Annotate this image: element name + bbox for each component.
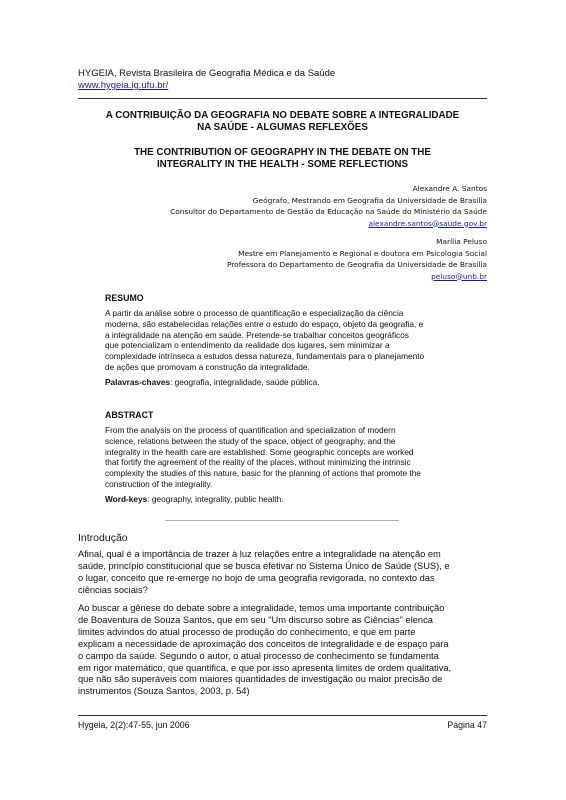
keywords-label: Word-keys (105, 494, 148, 504)
text-line: limites advindos do atual processo de produção do conhecimento, e que em parte (78, 626, 416, 637)
author-block (227, 236, 487, 282)
text-line: ciências sociais? (78, 584, 148, 595)
text-line: de Boaventura de Souza Santos, que em seu "Um discurso sobre as Ciências" elenca (78, 614, 433, 625)
text-line: instrumentos (Souza Santos, 2003, p. 54) (78, 686, 250, 697)
author-affiliation: Mestre em Planejamento e Regional e doutora em Psicologia Social (238, 248, 487, 258)
title-en (90, 147, 475, 171)
footer-citation: Hygeia, 2(2):47-55, jun 2006 (78, 720, 190, 730)
title-pt (90, 110, 475, 134)
author-block (170, 183, 487, 229)
text-line: complexity the studies of this nature, basic for the planning of actions that promote the (105, 468, 421, 479)
text-line: o campo da saúde. Segundo o autor, o atual processo de conhecimento se fundamenta (78, 650, 439, 661)
footer-rule (78, 715, 487, 716)
author-email-link[interactable]: alexandre.santos@saude.gov.br (368, 218, 487, 228)
page-footer (78, 720, 487, 730)
journal-url-link[interactable]: www.hygeia.ig.ufu.br/ (78, 80, 169, 91)
abstract-heading: ABSTRACT (105, 410, 154, 420)
resumo-keywords (105, 377, 320, 388)
intro-paragraph-1 (78, 549, 487, 597)
title-en-line: INTEGRALITY IN THE HEALTH - SOME REFLECTIONS (156, 159, 409, 170)
abstract-text (105, 425, 461, 490)
resumo-text (105, 308, 461, 373)
text-line: saúde, princípio constitucional que se busca efetivar no Sistema Único de Saúde (SUS), e (78, 560, 450, 571)
title-pt-line: NA SAÚDE - ALGUMAS REFLEXÕES (197, 122, 368, 133)
text-line: que potencializam o entendimento da realidade dos lugares, sem minimizar a (105, 340, 390, 351)
text-line: Afinal, qual é a importância de trazer à luz relações entre a integralidade na atenção em (78, 549, 441, 559)
journal-header (78, 68, 335, 92)
text-line: Ao buscar a gênese do debate sobre a integralidade, temos uma importante contribuição (78, 603, 445, 613)
author-affiliation: Consultor do Departamento de Gestão da Educação na Saúde do Ministério da Saúde (170, 207, 487, 216)
intro-heading: Introdução (78, 532, 128, 544)
text-line: em rigor matemático, que quantifica, e que por isso apresenta limites de ordem qualitativa, (78, 662, 452, 673)
text-line: que não são superáveis com maiores quantidades de investigação ou maior precisão de (78, 674, 443, 685)
text-line: science, relations between the study of the space, object of geography, and the (105, 435, 396, 446)
keywords-value: : geografia, integralidade, saúde pública. (170, 377, 320, 387)
resumo-heading: RESUMO (105, 293, 144, 303)
title-en-line: THE CONTRIBUTION OF GEOGRAPHY IN THE DEBATE ON THE (134, 147, 431, 158)
header-rule (78, 98, 487, 99)
text-line: moderna, são estabelecidas relações entre o estudo do espaço, objeto da geografia, e (105, 318, 424, 329)
title-pt-line: A CONTRIBUIÇÃO DA GEOGRAFIA NO DEBATE SOBRE A INTEGRALIDADE (105, 110, 460, 121)
page-number: Página 47 (447, 720, 487, 730)
text-line: integrality in the health care are established. Some geographic concepts are worked (105, 446, 414, 457)
text-line: de ações que promovam a construção da integralidade. (105, 361, 310, 372)
author-affiliation: Professora do Departamento de Geografia da Universidade de Brasília (226, 260, 487, 269)
text-line: complexidade intrínseca a estudos dessa natureza, fundamentais para o planejamento (105, 351, 425, 362)
keywords-label: Palavras-chaves (105, 377, 171, 387)
author-name: Marília Peluso (436, 237, 487, 246)
author-affiliation: Geógrafo, Mestrando em Geografia da Universidade de Brasília (252, 195, 487, 205)
abstract-keywords (105, 494, 284, 505)
journal-name: HYGEIA, Revista Brasileira de Geografia Médica e da Saúde (78, 68, 336, 79)
text-line: o lugar, conceito que re-emerge no bojo de uma geografia revigorada, no contexto das (78, 572, 435, 583)
text-line: a integralidade na atenção em saúde. Pretende-se trabalhar conceitos geográficos (105, 329, 409, 340)
text-line: that fortify the agreement of the reality of the places, without minimizing the intrinsic (105, 457, 411, 468)
author-name: Alexandre A. Santos (412, 184, 487, 193)
text-line: explicam a necessidade de aproximação dos conceitos de integralidade e de espaço para (78, 638, 449, 649)
author-email-link[interactable]: peluso@unb.br (431, 271, 487, 281)
text-line: construction of the integrality. (105, 478, 213, 489)
keywords-value: : geography, integrality, public health. (147, 494, 284, 504)
text-line: From the analysis on the process of quantification and specialization of modern (105, 425, 396, 435)
text-line: A partir da análise sobre o processo de quantificação e especialização da ciência (105, 308, 404, 318)
section-divider (165, 520, 399, 521)
intro-paragraph-2 (78, 603, 487, 698)
